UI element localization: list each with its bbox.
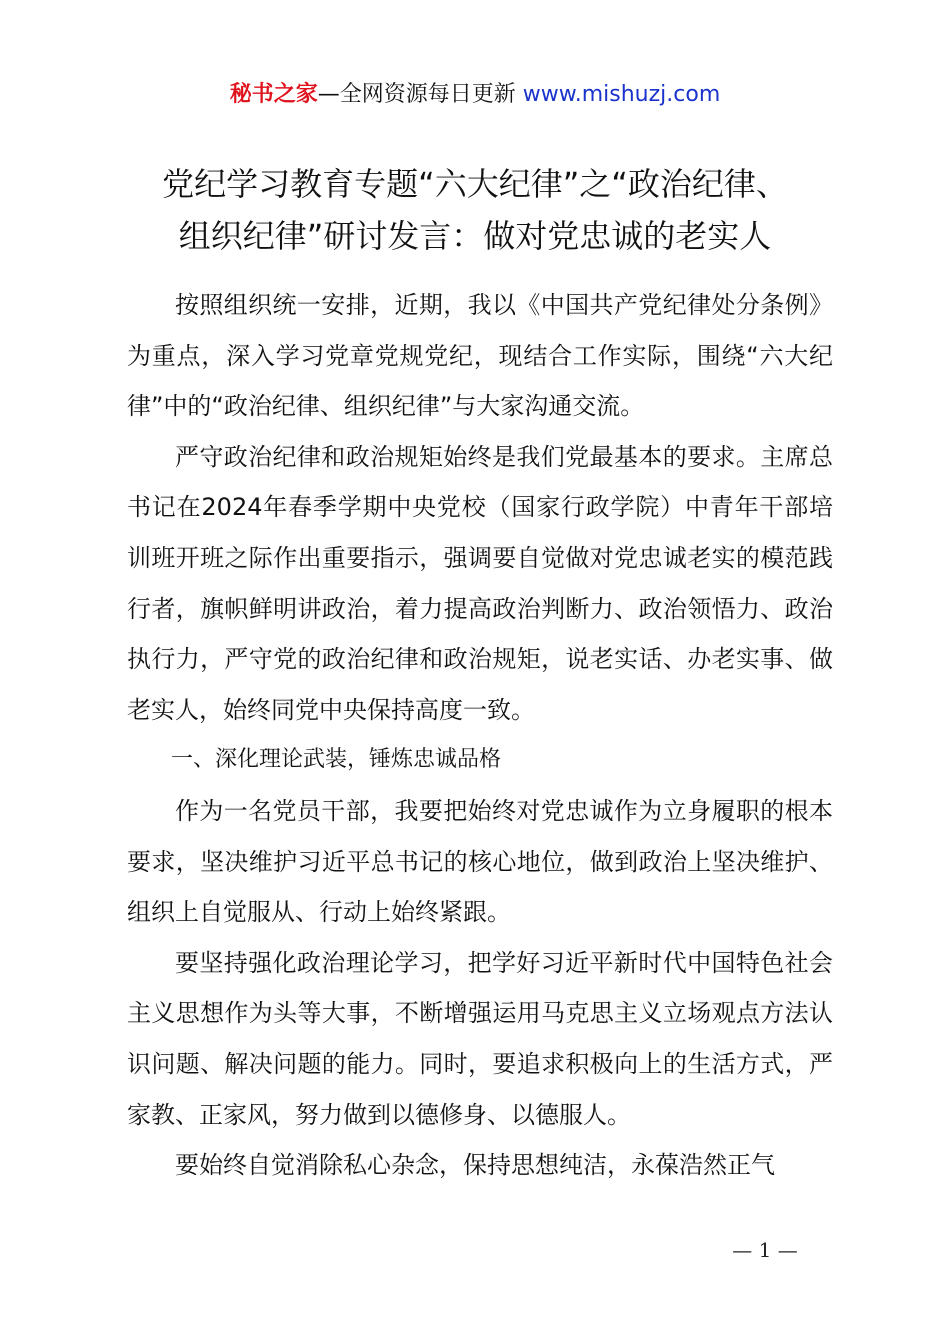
document-body: [127, 280, 833, 1191]
site-url[interactable]: www.mishuzj.com: [522, 82, 721, 107]
brand-name: 秘书之家: [229, 82, 318, 107]
title-line-1: 党纪学习教育专题“六大纪律”之“政治纪律、: [162, 165, 788, 203]
paragraph-loyalty: 作为一名党员干部，我要把始终对党忠诚作为立身履职的根本要求，坚决维护习近平总书记的核心地位，做到政治上坚决维护、组织上自觉服从、行动上始终紧跟。: [127, 796, 833, 927]
paragraph-purity: 要始终自觉消除私心杂念，保持思想纯洁，永葆浩然正气: [175, 1151, 775, 1180]
site-header: [0, 80, 950, 110]
document-title: [100, 158, 850, 262]
paragraph-theory: 要坚持强化政治理论学习，把学好习近平新时代中国特色社会主义思想作为头等大事，不断增强运用马克思主义立场观点方法认识问题、解决问题的能力。同时，要追求积极向上的生活方式，严家教、正家风，努力做到以德修身、以德服人。: [127, 948, 833, 1129]
header-tagline: —全网资源每日更新: [317, 82, 516, 107]
section-heading-1: 一、深化理论武装，锤炼忠诚品格: [171, 747, 502, 773]
paragraph-discipline: 严守政治纪律和政治规矩始终是我们党最基本的要求。主席总书记在2024年春季学期中央党校（国家行政学院）中青年干部培训班开班之际作出重要指示，强调要自觉做对党忠诚老实的模范践行者，旗帜鲜明讲政治，着力提高政治判断力、政治领悟力、政治执行力，严守党的政治纪律和政治规矩，说老实话、办老实事、做老实人，始终同党中央保持高度一致。: [127, 442, 833, 724]
page-number: — 1 —: [732, 1238, 798, 1262]
paragraph-intro: 按照组织统一安排，近期，我以《中国共产党纪律处分条例》为重点，深入学习党章党规党纪，现结合工作实际，围绕“六大纪律”中的“政治纪律、组织纪律”与大家沟通交流。: [127, 291, 833, 421]
title-line-2: 组织纪律”研讨发言：做对党忠诚的老实人: [178, 217, 772, 255]
